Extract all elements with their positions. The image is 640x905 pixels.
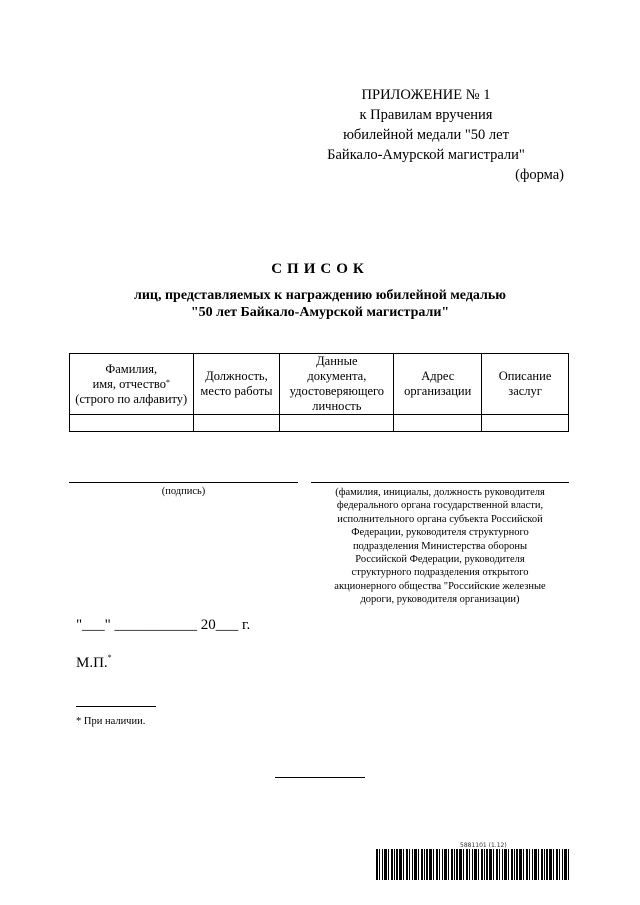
appendix-line: ПРИЛОЖЕНИЕ № 1 bbox=[361, 87, 491, 103]
table-cell[interactable] bbox=[394, 415, 482, 432]
form-note: (форма) bbox=[515, 167, 564, 183]
appendix-line: к Правилам вручения bbox=[359, 107, 493, 123]
appendix-line: юбилейной медали "50 лет bbox=[343, 127, 509, 143]
header-id-document: Данные документа, удостоверяющего личность bbox=[280, 354, 394, 415]
table-cell[interactable] bbox=[482, 415, 569, 432]
barcode-icon bbox=[376, 849, 569, 880]
subtitle-line-1: лиц, представляемых к награждению юбилейной медалью bbox=[133, 288, 506, 303]
nominees-table bbox=[69, 353, 569, 432]
signature-line[interactable] bbox=[69, 482, 298, 483]
table-row bbox=[70, 415, 569, 432]
table-cell[interactable] bbox=[280, 415, 394, 432]
page-divider bbox=[275, 777, 365, 778]
table-header-row bbox=[70, 354, 569, 415]
date-field[interactable]: "___" ___________ 20___ г. bbox=[76, 617, 251, 633]
header-full-name: Фамилия, имя, отчество* (строго по алфавиту) bbox=[70, 354, 194, 415]
header-org-address: Адрес организации bbox=[394, 354, 482, 415]
document-code: 5881101 (1.12) bbox=[460, 842, 507, 849]
footnote-separator bbox=[76, 706, 156, 707]
head-name-line[interactable] bbox=[311, 482, 569, 483]
stamp-place: М.П.* bbox=[76, 653, 112, 671]
asterisk: * bbox=[107, 653, 112, 662]
table-cell[interactable] bbox=[70, 415, 194, 432]
appendix-header bbox=[306, 85, 546, 165]
header-merits: Описание заслуг bbox=[482, 354, 569, 415]
signature-label: (подпись) bbox=[161, 486, 206, 497]
subtitle-line-2: "50 лет Байкало-Амурской магистрали" bbox=[190, 305, 450, 320]
head-label: (фамилия, инициалы, должность руководителя федерального органа государственной власти, исполнительного органа субъекта Российской Федерации, руководителя структурного подразделения Министерства обороны Российской Федерации, руководителя структурного подразделения открытого акционерного общества "Российские железные дороги, руководителя организации) bbox=[334, 487, 546, 606]
footnote: * При наличии. bbox=[76, 716, 146, 727]
document-subtitle bbox=[0, 287, 640, 321]
document-title: СПИСОК bbox=[271, 261, 369, 277]
asterisk: * bbox=[165, 377, 170, 387]
appendix-line: Байкало-Амурской магистрали" bbox=[327, 147, 525, 163]
header-position: Должность, место работы bbox=[193, 354, 280, 415]
table-cell[interactable] bbox=[193, 415, 280, 432]
